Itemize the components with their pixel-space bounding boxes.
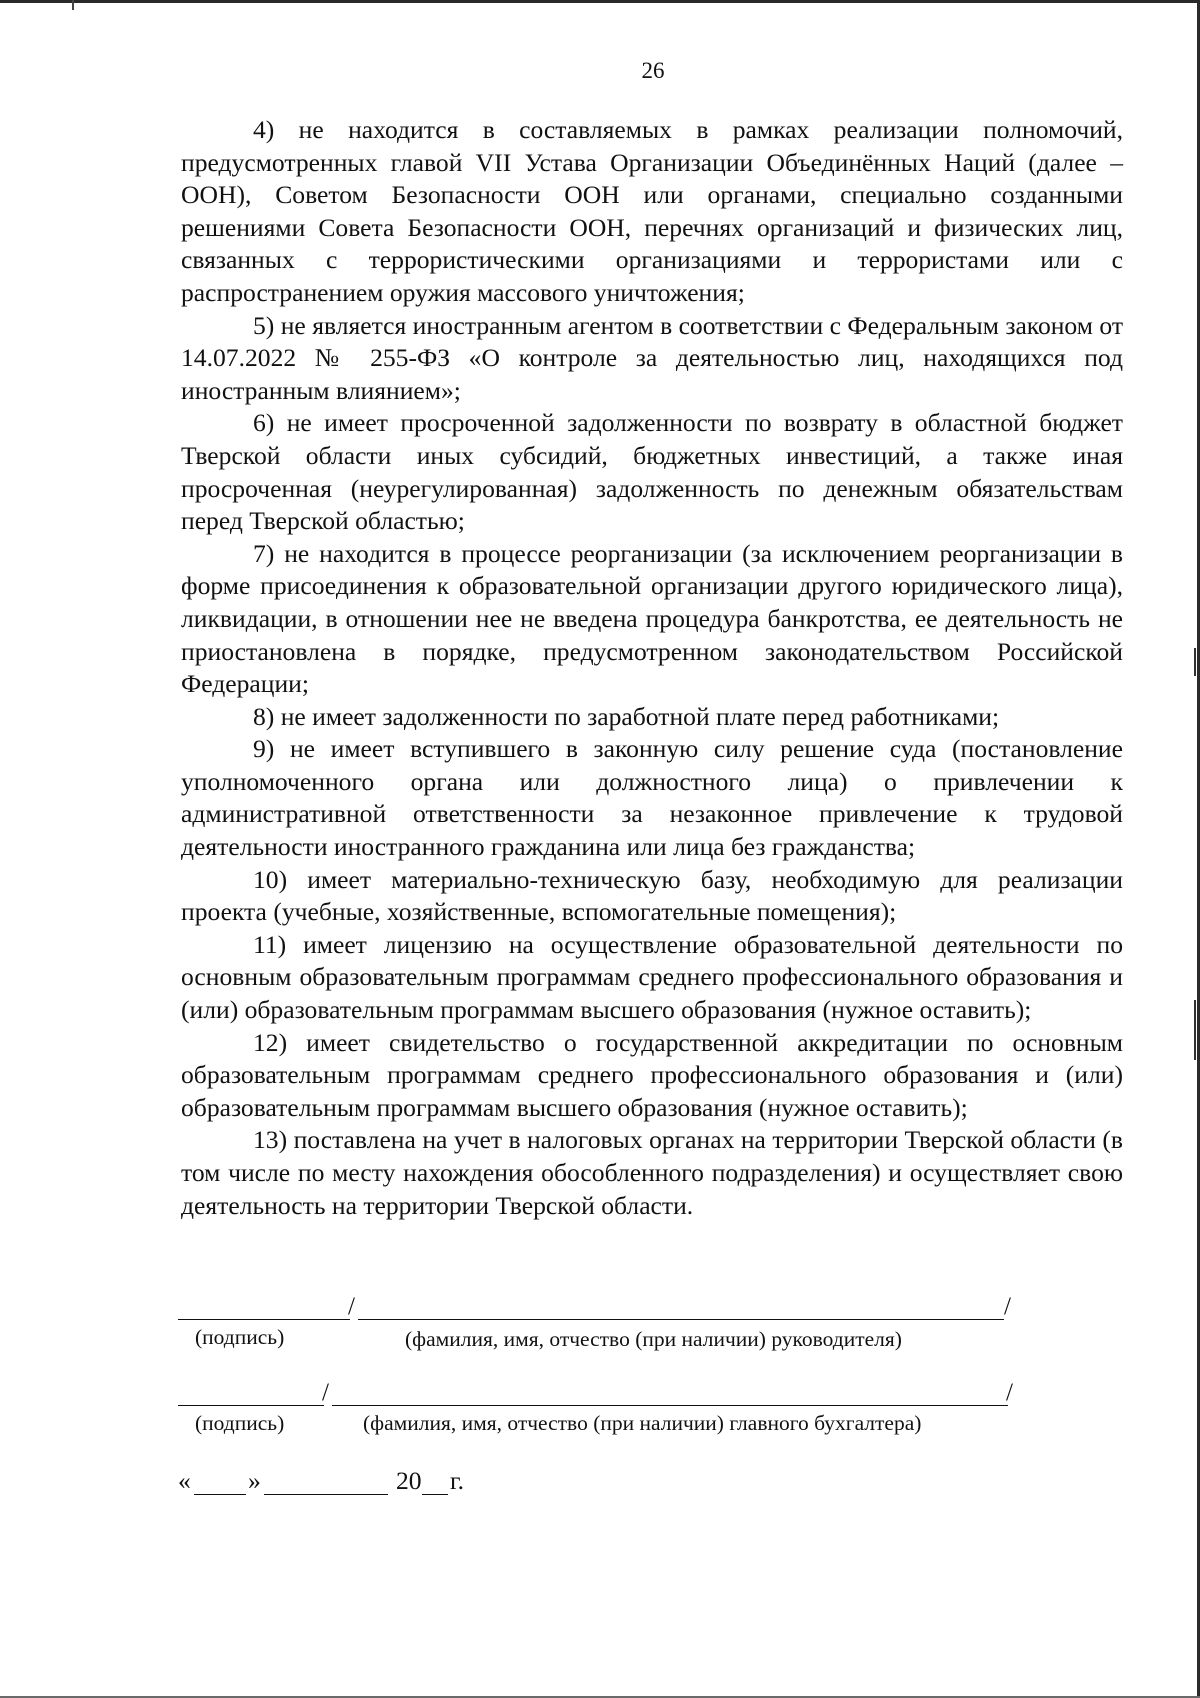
date-month-field[interactable] [264,1494,388,1495]
date-open-quote: « [178,1466,191,1495]
list-item: 6) не имеет просроченной задолженности по возврату в областной бюджет Тверской области иных субсидий, бюджетных инвестиций, а также иная просроченная (неурегулированная) задолженность по денежным обязательствам перед Тверской областью; [181,408,1123,536]
list-item: 13) поставлена на учет в налоговых органах на территории Тверской области (в том числе по месту нахождения обособленного подразделения) и осуществляет свою деятельность на территории Тверской области. [181,1125,1123,1220]
list-item: 12) имеет свидетельство о государственной аккредитации по основным образовательным программам среднего профессионального образования и (или) образовательным программам высшего образования (нужное оставить); [181,1027,1123,1122]
document-body [181,114,1123,1222]
accountant-name-field[interactable] [332,1405,1008,1406]
head-signature-separator: / [348,1293,355,1320]
list-item: 4) не находится в составляемых в рамках реализации полномочий, предусмотренных главой VII Устава Организации Объединённых Наций (далее – ООН), Советом Безопасности ООН или органами, специально созданными решениями Совета Безопасности ООН, перечнях организаций и физических лиц, связанных с террористическими организациями и террористами или с распространением оружия массового уничтожения; [181,115,1123,307]
scan-edge-mark [1194,1000,1196,1060]
page-number: 26 [641,58,665,83]
list-item: 5) не является иностранным агентом в соответствии с Федеральным законом от 14.07.2022 № 255-ФЗ «О контроле за деятельностью лиц, находящихся под иностранным влиянием»; [181,310,1123,405]
list-item: 9) не имеет вступившего в законную силу решение суда (постановление уполномоченного органа или должностного лица) о привлечении к административной ответственности за незаконное привлечение к трудовой деятельности иностранного гражданина или лица без гражданства; [181,734,1123,862]
date-day-field[interactable] [194,1494,246,1495]
scan-edge-top [0,0,1200,3]
head-name-field[interactable] [358,1319,1004,1320]
scan-edge-mark [72,0,74,10]
scan-edge-mark [1194,648,1196,676]
list-item: 8) не имеет задолженности по заработной плате перед работниками; [253,701,1000,731]
date-close-quote: » [248,1466,261,1495]
accountant-signature-separator: / [322,1379,329,1406]
head-name-end-separator: / [1004,1293,1011,1320]
accountant-name-caption: (фамилия, имя, отчество (при наличии) главного бухгалтера) [363,1411,922,1435]
head-name-caption: (фамилия, имя, отчество (при наличии) руководителя) [405,1327,902,1351]
date-year-prefix: 20 [396,1466,422,1495]
head-signature-caption: (подпись) [195,1325,285,1349]
accountant-name-end-separator: / [1006,1379,1013,1406]
list-item: 10) имеет материально-техническую базу, необходимую для реализации проекта (учебные, хозяйственные, вспомогательные помещения); [181,864,1123,927]
date-year-field[interactable] [422,1494,448,1495]
head-signature-field[interactable] [178,1319,350,1320]
date-year-suffix: г. [450,1466,465,1495]
accountant-signature-field[interactable] [178,1405,324,1406]
list-item: 11) имеет лицензию на осуществление образовательной деятельности по основным образовательным программам среднего профессионального образования и (или) образовательным программам высшего образования (нужное оставить); [181,929,1123,1025]
accountant-signature-caption: (подпись) [195,1411,285,1435]
list-item: 7) не находится в процессе реорганизации (за исключением реорганизации в форме присоединения к образовательной организации другого юридического лица), ликвидации, в отношении нее не введена процедура банкротства, ее деятельность не приостановлена в порядке, предусмотренном законодательством Российской Федерации; [181,538,1123,699]
